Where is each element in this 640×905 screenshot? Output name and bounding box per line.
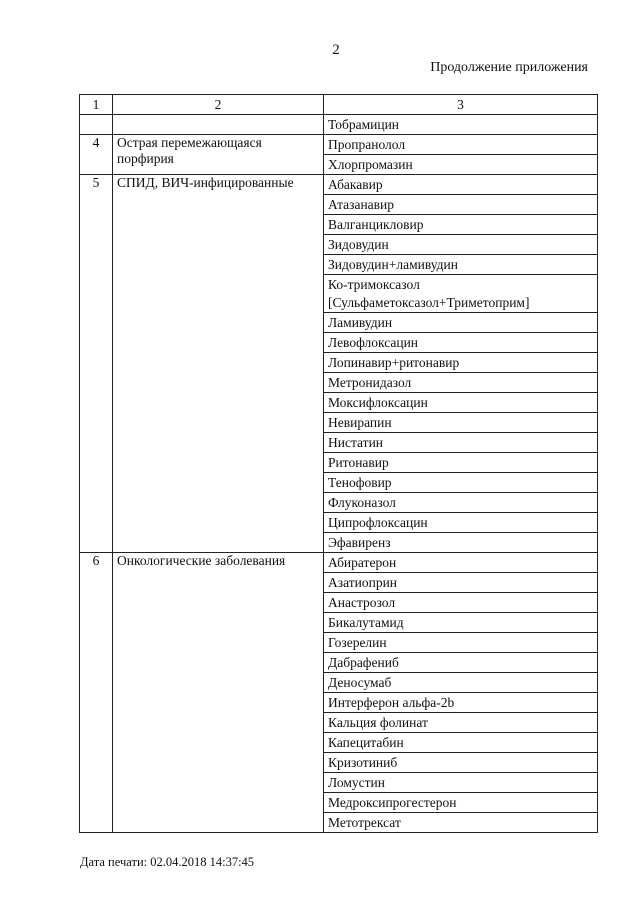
drug-cell: Ритонавир	[324, 453, 598, 473]
drug-cell: Абакавир	[324, 175, 598, 195]
drug-cell: Гозерелин	[324, 633, 598, 653]
drug-cell: Деносумаб	[324, 673, 598, 693]
drug-cell: Лопинавир+ритонавир	[324, 353, 598, 373]
table-row	[80, 115, 598, 135]
column-header: 2	[113, 95, 324, 115]
table-body	[80, 115, 598, 833]
drug-cell: Ламивудин	[324, 313, 598, 333]
drug-cell: Моксифлоксацин	[324, 393, 598, 413]
condition-cell: Острая перемежающаяся порфирия	[113, 135, 324, 175]
print-date: Дата печати: 02.04.2018 14:37:45	[80, 855, 255, 869]
column-header: 1	[80, 95, 113, 115]
drug-cell: Невирапин	[324, 413, 598, 433]
appendix-continuation-title: Продолжение приложения	[430, 60, 588, 75]
row-number	[80, 115, 113, 135]
drug-cell: Ципрофлоксацин	[324, 513, 598, 533]
table-row	[80, 135, 598, 155]
drug-cell: Кальция фолинат	[324, 713, 598, 733]
condition-cell: Онкологические заболевания	[113, 553, 324, 833]
row-number: 5	[80, 175, 113, 553]
drug-cell: Капецитабин	[324, 733, 598, 753]
row-number: 4	[80, 135, 113, 175]
drug-cell: Хлорпромазин	[324, 155, 598, 175]
drug-cell: Валганцикловир	[324, 215, 598, 235]
drug-cell: Азатиоприн	[324, 573, 598, 593]
drug-cell: Зидовудин	[324, 235, 598, 255]
drug-cell: Абиратерон	[324, 553, 598, 573]
drug-cell: Флуконазол	[324, 493, 598, 513]
drug-cell: Кризотиниб	[324, 753, 598, 773]
drug-table	[79, 94, 598, 833]
drug-cell: Левофлоксацин	[324, 333, 598, 353]
drug-cell: Медроксипрогестерон	[324, 793, 598, 813]
drug-cell: Атазанавир	[324, 195, 598, 215]
drug-cell: Бикалутамид	[324, 613, 598, 633]
drug-cell: Метотрексат	[324, 813, 598, 833]
drug-cell: Ко-тримоксазол [Сульфаметоксазол+Триметоприм]	[324, 275, 598, 313]
drug-cell: Метронидазол	[324, 373, 598, 393]
drug-cell: Дабрафениб	[324, 653, 598, 673]
condition-cell	[113, 115, 324, 135]
column-header: 3	[324, 95, 598, 115]
drug-cell: Тенофовир	[324, 473, 598, 493]
drug-cell: Пропранолол	[324, 135, 598, 155]
table-header-row	[80, 95, 598, 115]
drug-cell: Интерферон альфа-2b	[324, 693, 598, 713]
drug-cell: Анастрозол	[324, 593, 598, 613]
table-row	[80, 175, 598, 195]
drug-cell: Тобрамицин	[324, 115, 598, 135]
condition-cell: СПИД, ВИЧ-инфицированные	[113, 175, 324, 553]
table-row	[80, 553, 598, 573]
drug-cell: Нистатин	[324, 433, 598, 453]
drug-cell: Зидовудин+ламивудин	[324, 255, 598, 275]
drug-cell: Ломустин	[324, 773, 598, 793]
page-number: 2	[332, 42, 340, 58]
row-number: 6	[80, 553, 113, 833]
drug-cell: Эфавиренз	[324, 533, 598, 553]
